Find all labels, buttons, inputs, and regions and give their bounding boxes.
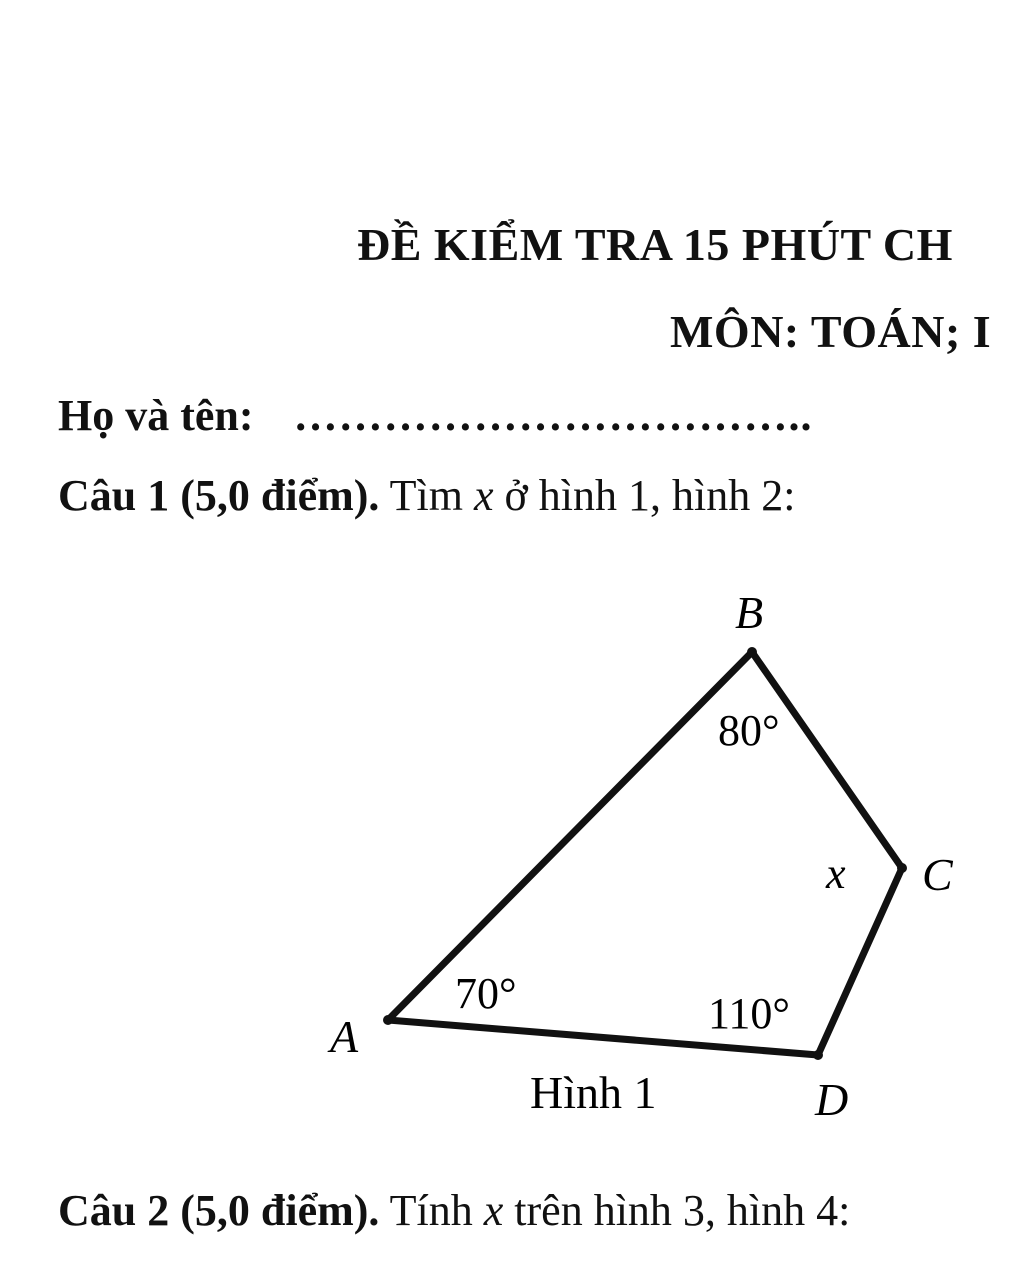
exam-title: ĐỀ KIỂM TRA 15 PHÚT CH	[357, 219, 953, 270]
vertex-label-b: B	[735, 587, 764, 638]
angle-label-a: 70°	[455, 969, 517, 1018]
subject-line: MÔN: TOÁN; I	[670, 306, 992, 357]
question-2-variable: x	[483, 1186, 504, 1235]
name-label: Họ và tên:	[58, 391, 254, 440]
question-1-text-after: ở hình 1, hình 2:	[493, 471, 796, 520]
question-1-text-before: Tìm	[379, 471, 474, 520]
vertex-b-dot	[747, 647, 757, 657]
question-2-text-before: Tính	[379, 1186, 484, 1235]
figure-caption: Hình 1	[530, 1067, 657, 1118]
angle-label-c: x	[826, 849, 846, 898]
vertex-d-dot	[813, 1050, 823, 1060]
angle-label-d: 110°	[708, 989, 790, 1038]
question-2-label: Câu 2 (5,0 điểm).	[58, 1186, 380, 1235]
question-1-label: Câu 1 (5,0 điểm).	[58, 471, 380, 520]
vertex-c-dot	[897, 863, 907, 873]
vertex-label-c: C	[922, 849, 953, 900]
angle-label-b: 80°	[718, 706, 780, 755]
question-2	[58, 1185, 850, 1236]
name-blank: ……………………………..	[293, 391, 813, 440]
question-2-text-after: trên hình 3, hình 4:	[503, 1186, 851, 1235]
vertex-a-dot	[383, 1015, 393, 1025]
vertex-label-d: D	[815, 1074, 849, 1125]
vertex-label-a: A	[330, 1011, 359, 1062]
question-1-variable: x	[473, 471, 494, 520]
